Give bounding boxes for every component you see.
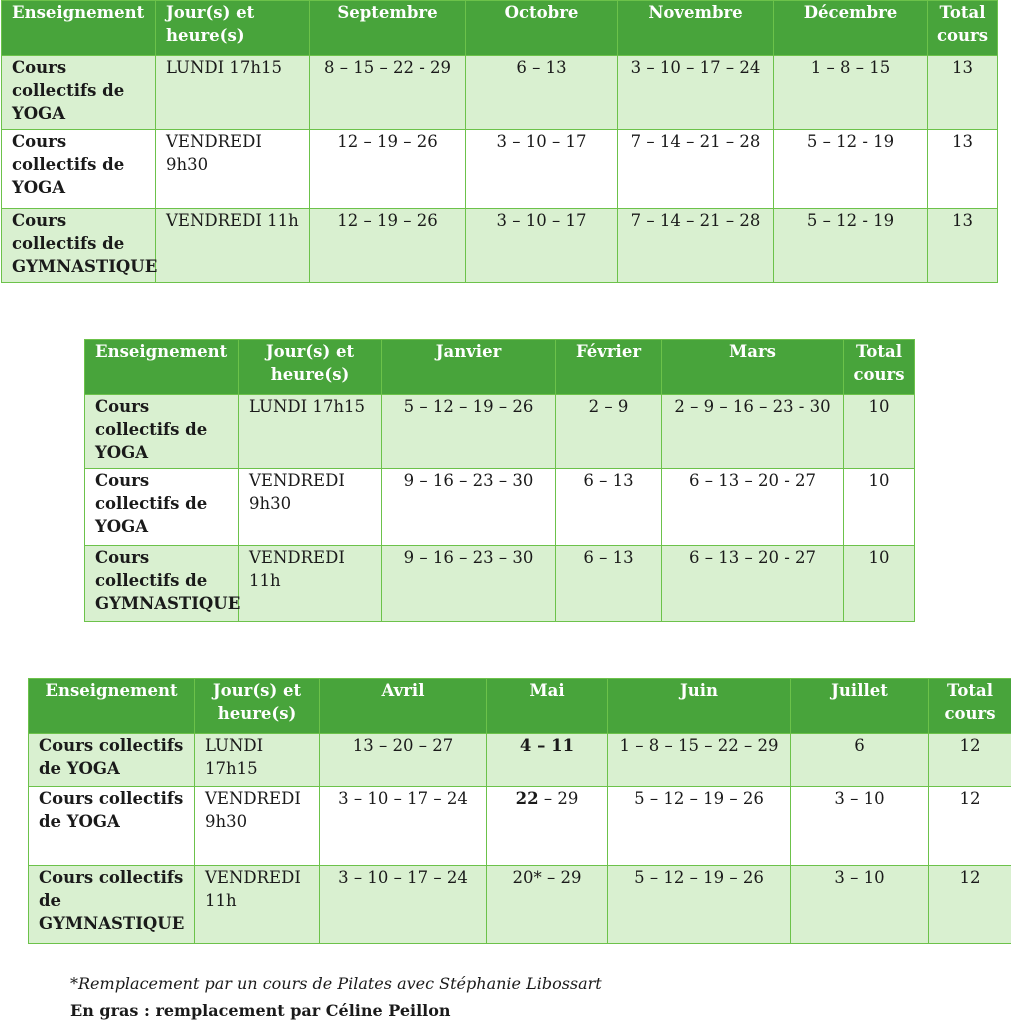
regular-date: – 29	[538, 789, 579, 808]
schedule-table-spring	[28, 678, 1011, 944]
course-name: Cours collectifs de YOGA	[29, 787, 195, 866]
dates-cell: 8 – 15 – 22 - 29	[310, 56, 466, 130]
dates-cell: 3 – 10 – 17 – 24	[320, 787, 487, 866]
dates-cell: 5 – 12 – 19 – 26	[608, 866, 791, 944]
course-time: LUNDI 17h15	[239, 395, 382, 469]
course-time: VENDREDI 11h	[195, 866, 320, 944]
header-month: Juin	[608, 679, 791, 734]
course-time: VENDREDI 9h30	[239, 469, 382, 546]
table-row	[85, 469, 915, 546]
footnote-pilates: *Remplacement par un cours de Pilates avec Stéphanie Libossart	[70, 974, 602, 993]
header-month: Mars	[662, 340, 844, 395]
total-cell: 10	[844, 546, 915, 622]
dates-cell: 2 – 9	[556, 395, 662, 469]
header-jours-heures: Jour(s) et heure(s)	[239, 340, 382, 395]
total-cell: 12	[929, 787, 1011, 866]
dates-cell: 3 – 10 – 17 – 24	[320, 866, 487, 944]
total-cell: 13	[928, 56, 998, 130]
course-time: VENDREDI 11h	[156, 209, 310, 283]
course-time: LUNDI 17h15	[195, 734, 320, 787]
course-name: Cours collectifs de YOGA	[2, 56, 156, 130]
dates-cell-replacement: 4 – 11	[487, 734, 608, 787]
dates-cell: 3 – 10 – 17 – 24	[618, 56, 774, 130]
legend-bold-replacement: En gras : remplacement par Céline Peillon	[70, 1001, 451, 1020]
schedule-table-autumn	[1, 0, 998, 283]
dates-cell: 3 – 10	[791, 787, 929, 866]
total-cell: 10	[844, 469, 915, 546]
course-name: Cours collectifs de GYMNASTIQUE	[85, 546, 239, 622]
dates-cell: 1 – 8 – 15	[774, 56, 928, 130]
course-name: Cours collectifs de YOGA	[29, 734, 195, 787]
table-row	[29, 866, 1011, 944]
header-month: Décembre	[774, 1, 928, 56]
dates-cell: 5 – 12 - 19	[774, 130, 928, 209]
header-month: Septembre	[310, 1, 466, 56]
dates-cell: 3 – 10 – 17	[466, 130, 618, 209]
dates-cell: 5 – 12 – 19 – 26	[382, 395, 556, 469]
total-cell: 12	[929, 866, 1011, 944]
total-cell: 12	[929, 734, 1011, 787]
header-total: Total cours	[929, 679, 1011, 734]
header-month: Avril	[320, 679, 487, 734]
dates-cell: 12 – 19 – 26	[310, 130, 466, 209]
course-time: VENDREDI 11h	[239, 546, 382, 622]
header-enseignement: Enseignement	[2, 1, 156, 56]
dates-cell: 9 – 16 – 23 – 30	[382, 469, 556, 546]
dates-cell: 1 – 8 – 15 – 22 – 29	[608, 734, 791, 787]
table-row	[2, 209, 998, 283]
table-row	[85, 395, 915, 469]
course-name: Cours collectifs de YOGA	[85, 469, 239, 546]
header-jours-heures: Jour(s) et heure(s)	[156, 1, 310, 56]
dates-cell: 20* – 29	[487, 866, 608, 944]
dates-cell: 12 – 19 – 26	[310, 209, 466, 283]
dates-cell: 13 – 20 – 27	[320, 734, 487, 787]
header-month: Novembre	[618, 1, 774, 56]
course-time: LUNDI 17h15	[156, 56, 310, 130]
total-cell: 13	[928, 130, 998, 209]
total-cell: 10	[844, 395, 915, 469]
dates-cell: 3 – 10	[791, 866, 929, 944]
dates-cell: 6 – 13 – 20 - 27	[662, 469, 844, 546]
course-time: VENDREDI 9h30	[195, 787, 320, 866]
header-month: Octobre	[466, 1, 618, 56]
table-row	[29, 734, 1011, 787]
dates-cell: 6 – 13	[556, 469, 662, 546]
dates-cell: 3 – 10 – 17	[466, 209, 618, 283]
dates-cell: 5 – 12 – 19 – 26	[608, 787, 791, 866]
header-enseignement: Enseignement	[85, 340, 239, 395]
dates-cell-mixed	[487, 787, 608, 866]
course-name: Cours collectifs de YOGA	[2, 130, 156, 209]
dates-cell: 7 – 14 – 21 – 28	[618, 209, 774, 283]
dates-cell: 6 – 13 – 20 - 27	[662, 546, 844, 622]
header-total: Total cours	[844, 340, 915, 395]
dates-cell: 2 – 9 – 16 – 23 - 30	[662, 395, 844, 469]
dates-cell: 6 – 13	[466, 56, 618, 130]
header-month: Janvier	[382, 340, 556, 395]
table-row	[2, 130, 998, 209]
dates-cell: 6	[791, 734, 929, 787]
dates-cell: 9 – 16 – 23 – 30	[382, 546, 556, 622]
dates-cell: 5 – 12 - 19	[774, 209, 928, 283]
table-row	[29, 787, 1011, 866]
header-enseignement: Enseignement	[29, 679, 195, 734]
header-jours-heures: Jour(s) et heure(s)	[195, 679, 320, 734]
schedule-table-winter	[84, 339, 915, 622]
header-month: Février	[556, 340, 662, 395]
course-name: Cours collectifs de YOGA	[85, 395, 239, 469]
course-time: VENDREDI 9h30	[156, 130, 310, 209]
course-name: Cours collectifs de GYMNASTIQUE	[2, 209, 156, 283]
dates-cell: 6 – 13	[556, 546, 662, 622]
total-cell: 13	[928, 209, 998, 283]
header-month: Juillet	[791, 679, 929, 734]
table-row	[2, 56, 998, 130]
dates-cell: 7 – 14 – 21 – 28	[618, 130, 774, 209]
table-row	[85, 546, 915, 622]
header-month: Mai	[487, 679, 608, 734]
replacement-date: 22	[515, 789, 539, 808]
header-total: Total cours	[928, 1, 998, 56]
course-name: Cours collectifs de GYMNASTIQUE	[29, 866, 195, 944]
